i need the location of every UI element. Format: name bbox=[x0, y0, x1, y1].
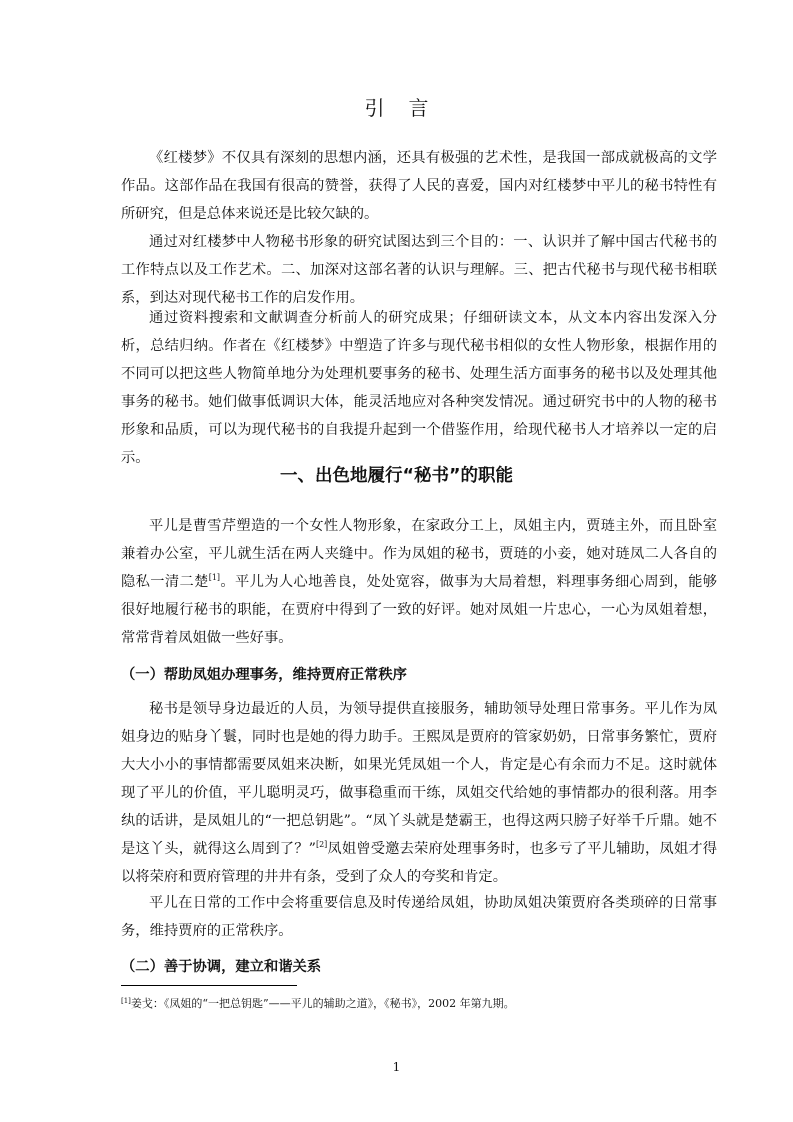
intro-paragraph-1: 《红楼梦》不仅具有深刻的思想内涵，还具有极强的艺术性，是我国一部成就极高的文学作品。这部作品在我国有很高的赞誉，获得了人民的喜爱，国内对红楼梦中平儿的秘书特性有所研究，但是总体来说还是比较欠缺的。 bbox=[121, 150, 717, 222]
footnote-mark: [1] bbox=[121, 997, 131, 1005]
subsection-title-1: （一）帮助凤姐办理事务，维持贾府正常秩序 bbox=[121, 667, 407, 683]
subsection-1-paragraph-1 bbox=[121, 695, 717, 891]
footnote-text: 姜戈：《凤姐的“一把总钥匙”——平儿的辅助之道》，《秘书》，2002 年第九期。 bbox=[130, 997, 515, 1010]
subsection-1-paragraph-1-text-a: 秘书是领导身边最近的人员，为领导提供直接服务，辅助领导处理日常事务。平儿作为凤姐身边的贴身丫鬟，同时也是她的得力助手。王熙凤是贾府的管家奶奶，日常事务繁忙，贾府大大小小的事情都需要凤姐来决断，如果光凭凤姐一个人，肯定是心有余而力不足。这时就体现了平儿的价值，平儿聪明灵巧，做事稳重而干练，凤姐交代给她的事情都办的很利落。用李纨的话讲，是凤姐儿的“一把总钥匙”。“凤丫头就是楚霸王，也得这两只膀子好举千斤鼎。她不是这丫头，就得这么周到了？” bbox=[121, 701, 717, 857]
section-paragraph-1-text-b: 。平儿为人心地善良，处处宽容，做事为大局着想，料理事务细心周到，能够很好地履行秘书的职能，在贾府中得到了一致的好评。她对凤姐一片忠心，一心为凤姐着想，常常背着凤姐做一些好事。 bbox=[121, 574, 718, 646]
subsection-1-paragraph-1-text-b: 凤姐曾受邀去荣府处理事务时，也多亏了平儿辅助，凤姐才得以将荣府和贾府管理的井井有条，受到了众人的夸奖和肯定。 bbox=[121, 841, 718, 885]
intro-paragraph-2: 通过对红楼梦中人物秘书形象的研究试图达到三个目的：一、认识并了解中国古代秘书的工作特点以及工作艺术。二、加深对这部名著的认识与理解。三、把古代秘书与现代秘书相联系，到达对现代秘书工作的启发作用。 bbox=[121, 234, 717, 306]
footnote-divider bbox=[121, 985, 297, 986]
intro-paragraph-3: 通过资料搜索和文献调查分析前人的研究成果；仔细研读文本，从文本内容出发深入分析，总结归纳。作者在《红楼梦》中塑造了许多与现代秘书相似的女性人物形象，根据作用的不同可以把这些人物简单地分为处理机要事务的秘书、处理生活方面事务的秘书以及处理其他事务的秘书。她们做事低调识大体，能灵活地应对各种突发情况。通过研究书中的人物的秘书形象和品质，可以为现代秘书的自我提升起到一个借鉴作用，给现代秘书人才培养以一定的启示。 bbox=[121, 310, 717, 466]
subsection-title-2: （二）善于协调，建立和谐关系 bbox=[121, 959, 322, 975]
intro-title: 引言 bbox=[364, 96, 453, 120]
subsection-1-paragraph-2: 平儿在日常的工作中会将重要信息及时传递给凤姐，协助凤姐决策贾府各类琐碎的日常事务，维持贾府的正常秩序。 bbox=[121, 895, 717, 939]
section-title: 一、出色地履行“秘书”的职能 bbox=[279, 466, 513, 486]
footnote-ref-1[interactable]: [1] bbox=[208, 573, 221, 582]
section-paragraph-1-text-a: 平儿是曹雪芹塑造的一个女性人物形象，在家政分工上，凤姐主内，贾琏主外，而且卧室兼着办公室，平儿就生活在两人夹缝中。作为凤姐的秘书，贾琏的小妾，她对琏凤二人各自的隐私一清二楚 bbox=[121, 518, 717, 590]
page-number: 1 bbox=[392, 1060, 401, 1074]
footnote-ref-2[interactable]: [2] bbox=[315, 840, 328, 849]
footnote bbox=[121, 996, 717, 1012]
section-paragraph-1 bbox=[121, 512, 717, 652]
